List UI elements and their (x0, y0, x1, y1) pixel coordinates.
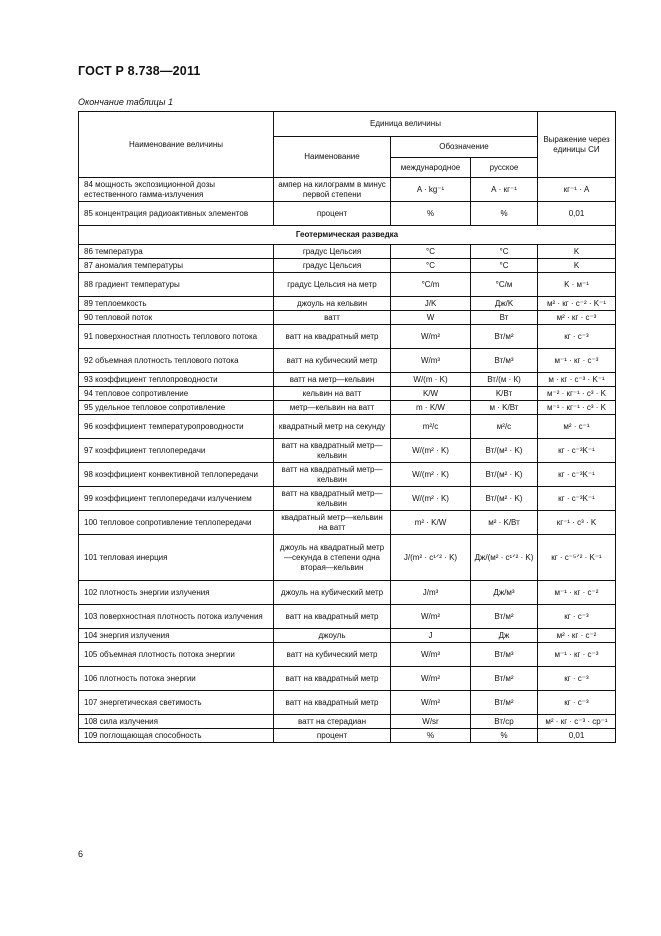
cell-unit-name: ватт (274, 311, 391, 325)
cell-unit-name: ватт на квадратный метр (274, 605, 391, 629)
document-title: ГОСТ Р 8.738—2011 (78, 64, 201, 78)
cell-unit-name: джоуль на кубический метр (274, 581, 391, 605)
cell-si-expression: кг · с⁻³ (538, 691, 616, 715)
units-table (78, 111, 616, 743)
cell-unit-name: джоуль (274, 629, 391, 643)
cell-international-symbol: J/(m² · c¹ᐟ² · K) (391, 535, 471, 581)
cell-russian-symbol: Вт/м³ (471, 349, 538, 373)
cell-si-expression: кг · с⁻³K⁻¹ (538, 439, 616, 463)
cell-international-symbol: W/m³ (391, 349, 471, 373)
cell-si-expression: кг · с⁻⁵ᐟ² · K⁻¹ (538, 535, 616, 581)
cell-international-symbol: m · K/W (391, 401, 471, 415)
cell-russian-symbol: Дж/(м² · с¹ᐟ² · K) (471, 535, 538, 581)
cell-quantity-name: 88 градиент температуры (79, 273, 274, 297)
cell-si-expression: м⁻¹ · кг⁻¹ · с³ · K (538, 401, 616, 415)
cell-si-expression: м² · кг · с⁻² · K⁻¹ (538, 297, 616, 311)
cell-russian-symbol: Вт/м² (471, 325, 538, 349)
cell-unit-name: ватт на метр—кельвин (274, 373, 391, 387)
cell-quantity-name: 93 коэффициент теплопроводности (79, 373, 274, 387)
table-row (79, 297, 616, 311)
cell-russian-symbol: Вт/(м² · K) (471, 439, 538, 463)
cell-russian-symbol: м²/с (471, 415, 538, 439)
table-body-part-b (79, 245, 616, 743)
cell-unit-name: ампер на килограмм в минус первой степени (274, 178, 391, 202)
cell-international-symbol: °C (391, 259, 471, 273)
header-international: международное (391, 158, 471, 178)
table-row (79, 581, 616, 605)
cell-russian-symbol: K/Вт (471, 387, 538, 401)
cell-international-symbol: % (391, 729, 471, 743)
cell-quantity-name: 92 объемная плотность теплового потока (79, 349, 274, 373)
table-row (79, 535, 616, 581)
cell-unit-name: ватт на квадратный метр—кельвин (274, 463, 391, 487)
cell-si-expression: м⁻² · кг⁻¹ · с³ · K (538, 387, 616, 401)
table-row (79, 463, 616, 487)
header-unit: Единица величины (274, 112, 538, 137)
cell-unit-name: процент (274, 729, 391, 743)
cell-si-expression: м² · кг · с⁻² (538, 629, 616, 643)
cell-si-expression: кг⁻¹ · с³ · K (538, 511, 616, 535)
table-row (79, 629, 616, 643)
cell-si-expression: K (538, 259, 616, 273)
header-russian: русское (471, 158, 538, 178)
cell-si-expression: кг⁻¹ · А (538, 178, 616, 202)
table-row (79, 667, 616, 691)
header-unit-name: Наименование (274, 137, 391, 178)
cell-russian-symbol: Вт/ср (471, 715, 538, 729)
cell-russian-symbol: Вт/м³ (471, 643, 538, 667)
table-row (79, 202, 616, 226)
cell-international-symbol: m²/c (391, 415, 471, 439)
cell-international-symbol: W/m² (391, 667, 471, 691)
table-row (79, 605, 616, 629)
header-designation: Обозначение (391, 137, 538, 158)
cell-quantity-name: 107 энергетическая светимость (79, 691, 274, 715)
cell-si-expression: кг · с⁻³K⁻¹ (538, 487, 616, 511)
cell-russian-symbol: А · кг⁻¹ (471, 178, 538, 202)
cell-international-symbol: °C/m (391, 273, 471, 297)
cell-international-symbol: W/m² (391, 691, 471, 715)
cell-unit-name: джоуль на кельвин (274, 297, 391, 311)
cell-quantity-name: 105 объемная плотность потока энергии (79, 643, 274, 667)
cell-quantity-name: 87 аномалия температуры (79, 259, 274, 273)
cell-international-symbol: W (391, 311, 471, 325)
cell-quantity-name: 102 плотность энергии излучения (79, 581, 274, 605)
table-row (79, 259, 616, 273)
cell-quantity-name: 95 удельное тепловое сопротивление (79, 401, 274, 415)
cell-si-expression: K (538, 245, 616, 259)
cell-quantity-name: 109 поглощающая способность (79, 729, 274, 743)
cell-russian-symbol: Дж (471, 629, 538, 643)
cell-russian-symbol: Дж/м³ (471, 581, 538, 605)
cell-unit-name: джоуль на квадратный метр—секунда в степени одна вторая—кельвин (274, 535, 391, 581)
cell-international-symbol: °C (391, 245, 471, 259)
cell-international-symbol: W/(m · K) (391, 373, 471, 387)
cell-russian-symbol: м · K/Вт (471, 401, 538, 415)
cell-si-expression: м · кг · с⁻³ · K⁻¹ (538, 373, 616, 387)
cell-unit-name: ватт на квадратный метр—кельвин (274, 439, 391, 463)
table-row (79, 401, 616, 415)
cell-unit-name: градус Цельсия (274, 259, 391, 273)
cell-unit-name: градус Цельсия на метр (274, 273, 391, 297)
table-row (79, 178, 616, 202)
header-si-expression: Выражение через единицы СИ (538, 112, 616, 178)
cell-si-expression: кг · с⁻³K⁻¹ (538, 463, 616, 487)
table-row (79, 729, 616, 743)
cell-russian-symbol: Вт (471, 311, 538, 325)
table-row (79, 387, 616, 401)
cell-international-symbol: K/W (391, 387, 471, 401)
cell-quantity-name: 99 коэффициент теплопередачи излучением (79, 487, 274, 511)
cell-si-expression: м² · кг · с⁻³ · ср⁻¹ (538, 715, 616, 729)
cell-russian-symbol: Вт/м² (471, 691, 538, 715)
cell-international-symbol: W/(m² · K) (391, 487, 471, 511)
cell-quantity-name: 96 коэффициент температуропроводности (79, 415, 274, 439)
table-row (79, 373, 616, 387)
table-row (79, 273, 616, 297)
cell-unit-name: квадратный метр—кельвин на ватт (274, 511, 391, 535)
cell-russian-symbol: Дж/K (471, 297, 538, 311)
table-row (79, 325, 616, 349)
cell-quantity-name: 86 температура (79, 245, 274, 259)
cell-russian-symbol: °C (471, 259, 538, 273)
cell-si-expression: 0,01 (538, 729, 616, 743)
cell-unit-name: градус Цельсия (274, 245, 391, 259)
cell-international-symbol: m² · K/W (391, 511, 471, 535)
cell-quantity-name: 103 поверхностная плотность потока излучения (79, 605, 274, 629)
cell-russian-symbol: °C/м (471, 273, 538, 297)
cell-unit-name: ватт на квадратный метр (274, 325, 391, 349)
table-row (79, 643, 616, 667)
table-row (79, 349, 616, 373)
table-row (79, 715, 616, 729)
cell-international-symbol: W/m³ (391, 643, 471, 667)
table-body-part-a (79, 178, 616, 226)
cell-quantity-name: 91 поверхностная плотность теплового потока (79, 325, 274, 349)
cell-quantity-name: 100 тепловое сопротивление теплопередачи (79, 511, 274, 535)
table-row (79, 487, 616, 511)
cell-quantity-name: 89 теплоемкость (79, 297, 274, 311)
cell-russian-symbol: Вт/м² (471, 667, 538, 691)
cell-si-expression: м⁻¹ · кг · с⁻² (538, 581, 616, 605)
header-quantity-name: Наименование величины (79, 112, 274, 178)
cell-si-expression: кг · с⁻³ (538, 605, 616, 629)
cell-unit-name: ватт на квадратный метр (274, 691, 391, 715)
cell-international-symbol: J/m³ (391, 581, 471, 605)
table-row (79, 245, 616, 259)
cell-quantity-name: 97 коэффициент теплопередачи (79, 439, 274, 463)
cell-international-symbol: J (391, 629, 471, 643)
table-row (79, 311, 616, 325)
cell-quantity-name: 90 тепловой поток (79, 311, 274, 325)
cell-si-expression: м² · кг · с⁻³ (538, 311, 616, 325)
cell-si-expression: м⁻¹ · кг · с⁻³ (538, 349, 616, 373)
cell-international-symbol: % (391, 202, 471, 226)
cell-unit-name: кельвин на ватт (274, 387, 391, 401)
cell-quantity-name: 101 тепловая инерция (79, 535, 274, 581)
cell-international-symbol: W/m² (391, 325, 471, 349)
cell-si-expression: 0,01 (538, 202, 616, 226)
cell-unit-name: метр—кельвин на ватт (274, 401, 391, 415)
cell-russian-symbol: Вт/м² (471, 605, 538, 629)
table-row (79, 691, 616, 715)
cell-international-symbol: A · kg⁻¹ (391, 178, 471, 202)
cell-russian-symbol: м² · K/Вт (471, 511, 538, 535)
cell-unit-name: процент (274, 202, 391, 226)
cell-international-symbol: W/(m² · K) (391, 439, 471, 463)
cell-quantity-name: 106 плотность потока энергии (79, 667, 274, 691)
cell-unit-name: ватт на кубический метр (274, 349, 391, 373)
cell-russian-symbol: °C (471, 245, 538, 259)
cell-international-symbol: W/m² (391, 605, 471, 629)
cell-international-symbol: J/K (391, 297, 471, 311)
cell-quantity-name: 98 коэффициент конвективной теплопередачи (79, 463, 274, 487)
cell-unit-name: ватт на квадратный метр—кельвин (274, 487, 391, 511)
cell-quantity-name: 104 энергия излучения (79, 629, 274, 643)
table-row (79, 511, 616, 535)
cell-si-expression: кг · с⁻³ (538, 667, 616, 691)
table-row (79, 439, 616, 463)
cell-si-expression: м⁻¹ · кг · с⁻³ (538, 643, 616, 667)
cell-unit-name: ватт на квадратный метр (274, 667, 391, 691)
table-caption: Окончание таблицы 1 (78, 97, 173, 107)
cell-international-symbol: W/sr (391, 715, 471, 729)
cell-si-expression: K · м⁻¹ (538, 273, 616, 297)
cell-quantity-name: 108 сила излучения (79, 715, 274, 729)
cell-quantity-name: 84 мощность экспозиционной дозы естественного гамма-излучения (79, 178, 274, 202)
cell-unit-name: квадратный метр на секунду (274, 415, 391, 439)
cell-unit-name: ватт на кубический метр (274, 643, 391, 667)
cell-russian-symbol: Вт/(м · К) (471, 373, 538, 387)
cell-quantity-name: 85 концентрация радиоактивных элементов (79, 202, 274, 226)
table-row (79, 415, 616, 439)
cell-quantity-name: 94 тепловое сопротивление (79, 387, 274, 401)
cell-russian-symbol: % (471, 729, 538, 743)
cell-russian-symbol: Вт/(м² · K) (471, 487, 538, 511)
cell-russian-symbol: % (471, 202, 538, 226)
cell-si-expression: кг · с⁻³ (538, 325, 616, 349)
section-heading: Геотермическая разведка (79, 226, 616, 245)
cell-international-symbol: W/(m² · K) (391, 463, 471, 487)
cell-si-expression: м² · с⁻¹ (538, 415, 616, 439)
page-number: 6 (78, 849, 84, 859)
cell-russian-symbol: Вт/(м² · K) (471, 463, 538, 487)
cell-unit-name: ватт на стерадиан (274, 715, 391, 729)
